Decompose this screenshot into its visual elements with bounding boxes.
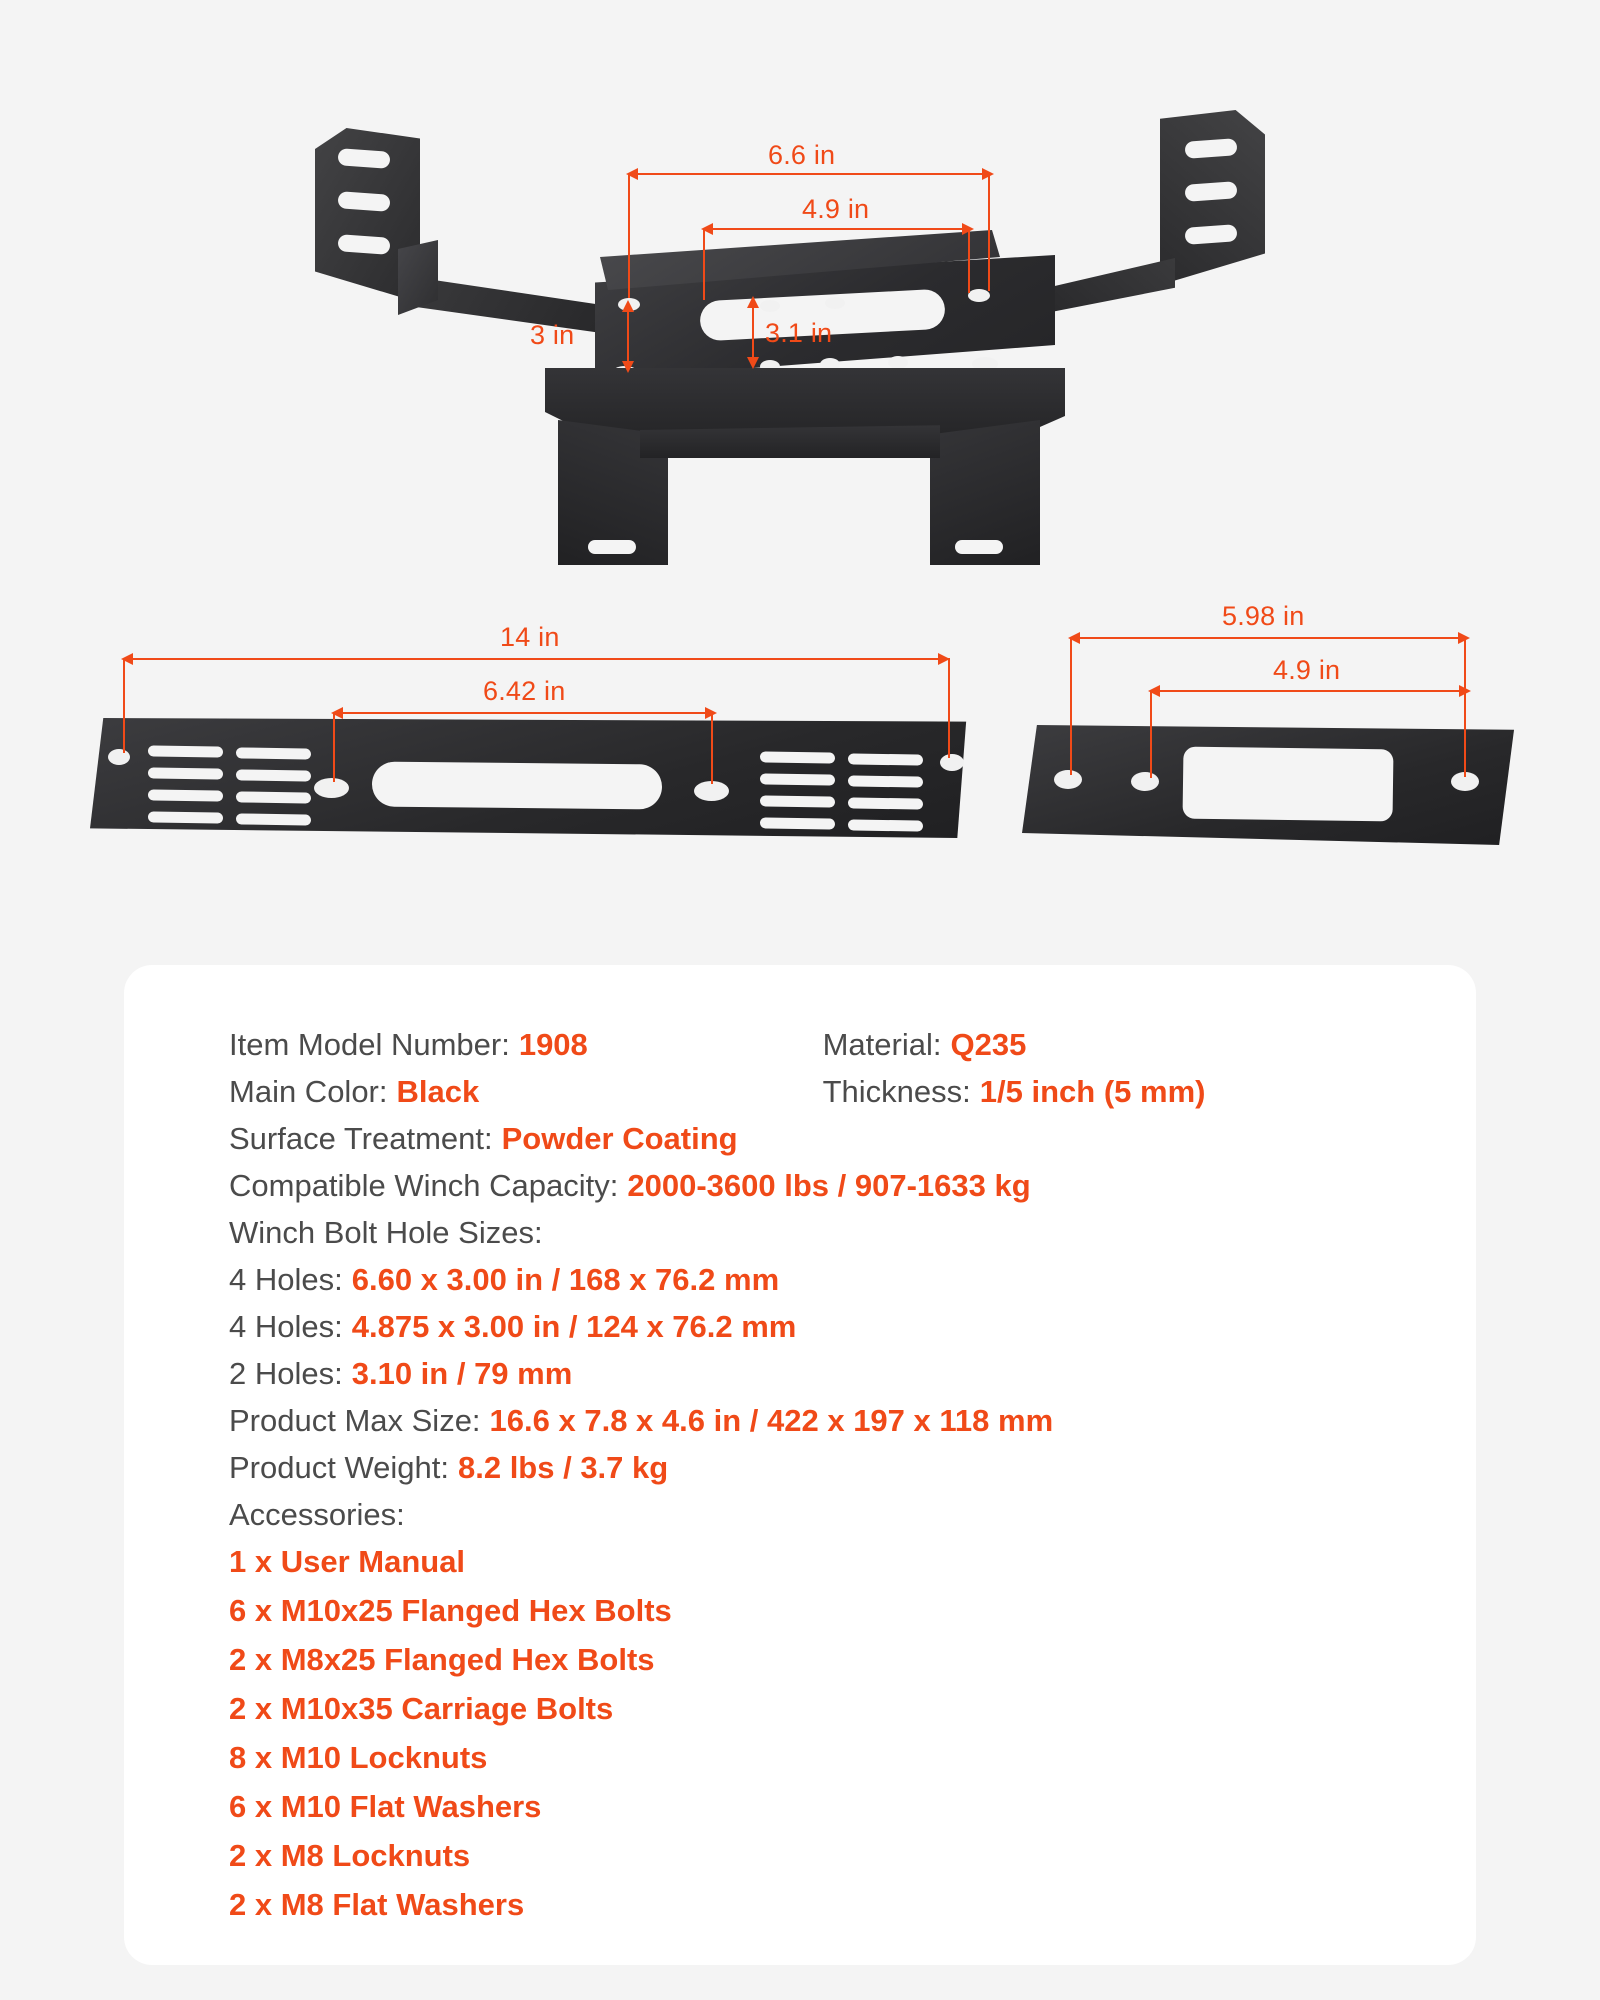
spec-value-material: Q235 <box>950 1027 1027 1062</box>
spec-row-holes-2 <box>229 1309 1436 1345</box>
spec-label-weight: Product Weight: <box>229 1450 449 1485</box>
dimline-3in <box>627 305 629 367</box>
accessory-item: 6 x M10x25 Flanged Hex Bolts <box>229 1593 672 1628</box>
dim-ext-right-14in <box>948 658 950 758</box>
dim-ext-left-14in <box>123 658 125 753</box>
accessories-grid <box>229 1544 1436 1936</box>
spec-row-surface-treatment <box>229 1121 1436 1157</box>
long-plate-vent-r3 <box>760 795 835 807</box>
dim-arrow-up-3-1in <box>747 296 759 308</box>
bracket-foot-slot-left <box>588 540 636 554</box>
long-plate-vent-l6 <box>236 769 311 781</box>
spec-label-holes-3: 2 Holes: <box>229 1356 343 1391</box>
spec-label-accessories: Accessories: <box>229 1497 405 1532</box>
spec-label-model-number: Item Model Number: <box>229 1027 510 1062</box>
long-plate-vent-r7 <box>848 797 923 809</box>
spec-row-weight <box>229 1450 1436 1486</box>
spec-row-winch-capacity <box>229 1168 1436 1204</box>
dimline-5-98 <box>1072 637 1466 639</box>
long-plate-vent-l3 <box>148 789 223 801</box>
spec-value-holes-3: 3.10 in / 79 mm <box>351 1356 573 1391</box>
accessory-item: 2 x M8 Flat Washers <box>229 1887 525 1922</box>
spec-label-winch-capacity: Compatible Winch Capacity: <box>229 1168 619 1203</box>
long-plate-hole-far-left <box>108 749 130 765</box>
dim-label-5-98: 5.98 in <box>1222 601 1305 631</box>
spec-label-max-size: Product Max Size: <box>229 1403 481 1438</box>
spec-row-model-material <box>229 1027 1436 1063</box>
fairlead-hole-left-outer <box>1054 770 1082 789</box>
long-plate-vent-l8 <box>236 813 311 825</box>
spec-label-thickness: Thickness: <box>822 1074 971 1109</box>
bracket-right-slot-1 <box>1184 138 1237 159</box>
accessory-item: 2 x M8x25 Flanged Hex Bolts <box>229 1642 655 1677</box>
long-plate-center-slot <box>372 761 662 809</box>
accessory-item: 2 x M10x35 Carriage Bolts <box>229 1691 614 1726</box>
spec-row-max-size <box>229 1403 1436 1439</box>
dim-label-14in: 14 in <box>500 622 560 652</box>
dimline-4-9-bottom <box>1152 690 1467 692</box>
spec-label-main-color: Main Color: <box>229 1074 388 1109</box>
bracket-foot-slot-right <box>955 540 1003 554</box>
spec-row-accessories <box>229 1497 1436 1533</box>
dim-ext-left-4-9-bottom <box>1150 690 1152 778</box>
fairlead-center-window <box>1183 747 1394 822</box>
long-plate-vent-l1 <box>148 745 223 757</box>
spec-label-surface-treatment: Surface Treatment: <box>229 1121 493 1156</box>
accessory-item: 6 x M10 Flat Washers <box>229 1789 542 1824</box>
long-plate-vent-r2 <box>760 773 835 785</box>
spec-label-holes-2: 4 Holes: <box>229 1309 343 1344</box>
dim-ext-right-6-6 <box>988 173 990 291</box>
dim-label-4-9-top: 4.9 in <box>802 194 870 224</box>
spec-label-bolt-hole-sizes: Winch Bolt Hole Sizes: <box>229 1215 543 1250</box>
dimline-6-42 <box>335 712 713 714</box>
dim-ext-left-4-9-top <box>703 228 705 300</box>
dim-label-3-1in: 3.1 in <box>765 318 833 348</box>
dimline-6-6 <box>630 173 990 175</box>
dim-label-3in: 3 in <box>530 320 575 350</box>
long-plate-vent-r4 <box>760 817 835 829</box>
dimline-14in <box>125 658 950 660</box>
bracket-hole-mid-3 <box>888 356 908 369</box>
bracket-hole-upper-2 <box>825 297 845 309</box>
dim-arrow-down-3in <box>622 361 634 373</box>
dim-label-6-42: 6.42 in <box>483 676 566 706</box>
dim-label-4-9-bottom: 4.9 in <box>1273 655 1341 685</box>
long-plate-vent-l4 <box>148 811 223 823</box>
bracket-left-slot-1 <box>337 148 390 169</box>
dim-ext-left-6-6 <box>628 173 630 298</box>
spec-value-weight: 8.2 lbs / 3.7 kg <box>457 1450 669 1485</box>
long-plate-hole-inner-left <box>314 778 349 798</box>
dim-ext-right-5-98 <box>1464 637 1466 777</box>
spec-label-material: Material: <box>822 1027 942 1062</box>
product-diagram <box>0 0 1600 930</box>
long-plate-vent-l7 <box>236 791 311 803</box>
spec-value-holes-1: 6.60 x 3.00 in / 168 x 76.2 mm <box>351 1262 780 1297</box>
accessory-item: 8 x M10 Locknuts <box>229 1740 488 1775</box>
dim-ext-left-5-98 <box>1070 637 1072 775</box>
bracket-right-slot-2 <box>1184 181 1237 202</box>
bracket-right-slot-3 <box>1184 224 1237 245</box>
long-plate-vent-r1 <box>760 751 835 763</box>
fairlead-hole-left-inner <box>1131 772 1159 791</box>
spec-value-thickness: 1/5 inch (5 mm) <box>979 1074 1206 1109</box>
dim-label-6-6: 6.6 in <box>768 140 836 170</box>
specification-list <box>229 1027 1436 1936</box>
accessory-item: 1 x User Manual <box>229 1544 466 1579</box>
dim-arrow-up-3in <box>622 300 634 312</box>
dimline-3-1in <box>752 300 754 363</box>
accessory-item: 2 x M8 Locknuts <box>229 1838 471 1873</box>
long-plate-vent-r8 <box>848 819 923 831</box>
dim-ext-right-6-42 <box>711 712 713 784</box>
bracket-left-slot-3 <box>337 234 390 255</box>
long-plate-vent-r6 <box>848 775 923 787</box>
bracket-hole-upper-1 <box>760 300 780 312</box>
spec-label-holes-1: 4 Holes: <box>229 1262 343 1297</box>
spec-row-bolt-hole-sizes <box>229 1215 1436 1251</box>
spec-value-model-number: 1908 <box>518 1027 588 1062</box>
long-plate-vent-r5 <box>848 753 923 765</box>
spec-row-holes-1 <box>229 1262 1436 1298</box>
specification-card <box>124 965 1476 1965</box>
long-plate-hole-inner-right <box>694 781 729 801</box>
long-plate-vent-l5 <box>236 747 311 759</box>
long-plate-hole-far-right <box>940 754 964 771</box>
spec-value-holes-2: 4.875 x 3.00 in / 124 x 76.2 mm <box>351 1309 797 1344</box>
spec-value-main-color: Black <box>396 1074 480 1109</box>
dim-arrow-right-4-9-bottom <box>1459 685 1471 697</box>
long-plate-vent-l2 <box>148 767 223 779</box>
bracket-left-slot-2 <box>337 191 390 212</box>
dim-ext-left-6-42 <box>333 712 335 782</box>
spec-value-max-size: 16.6 x 7.8 x 4.6 in / 422 x 197 x 118 mm <box>489 1403 1054 1438</box>
spec-value-surface-treatment: Powder Coating <box>501 1121 738 1156</box>
spec-value-winch-capacity: 2000-3600 lbs / 907-1633 kg <box>627 1168 1031 1203</box>
spec-row-color-thickness <box>229 1074 1436 1110</box>
bracket-hole-tr <box>968 289 990 302</box>
dim-arrow-down-3-1in <box>747 357 759 369</box>
dimline-4-9-top <box>705 228 970 230</box>
spec-row-holes-3 <box>229 1356 1436 1392</box>
dim-ext-right-4-9-top <box>968 228 970 293</box>
